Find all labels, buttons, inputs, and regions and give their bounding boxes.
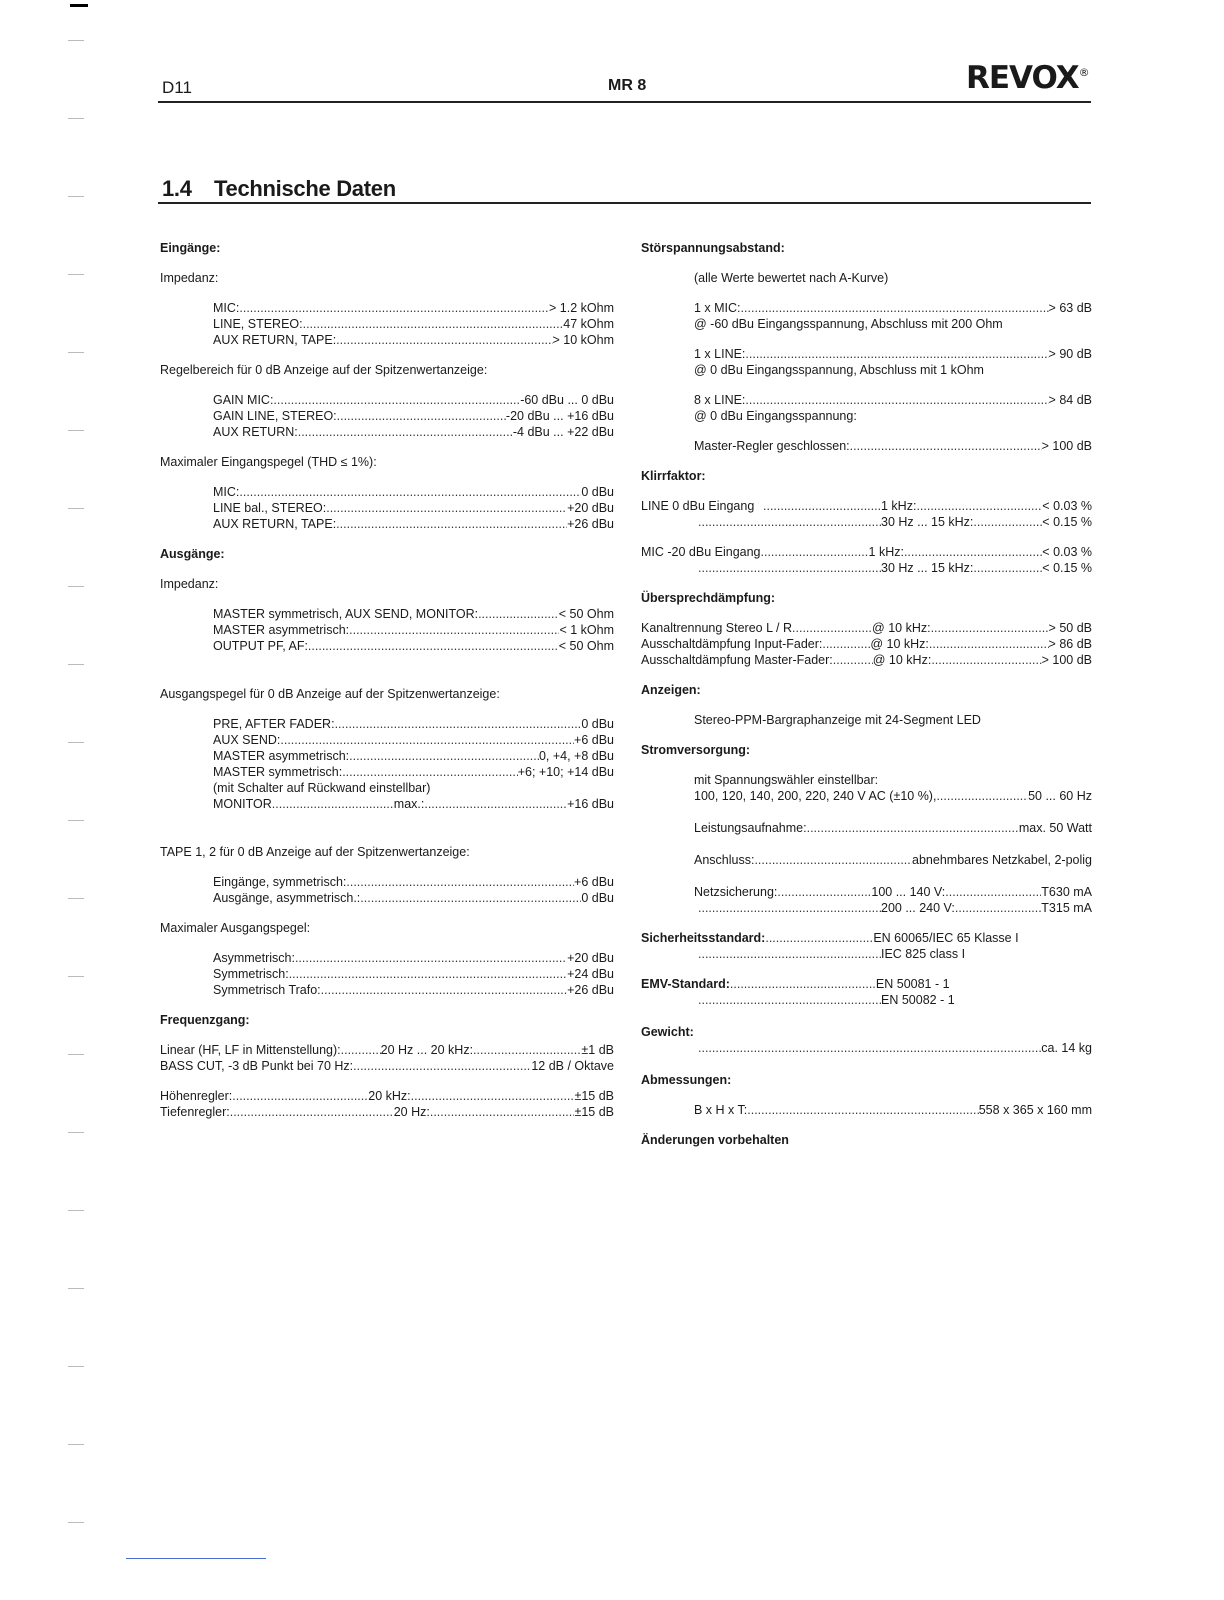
heading-eingaenge: Eingänge:	[160, 241, 221, 255]
spec-row-hoehen: Höhenregler: ..... 20 kHz: ..... ±15 dB	[160, 1088, 614, 1104]
note-aenderungen: Änderungen vorbehalten	[641, 1133, 789, 1147]
spec-row: LINE, STEREO: ..... 47 kOhm	[213, 316, 614, 332]
spec-row-abmessungen: B x H x T: ..... 558 x 365 x 160 mm	[694, 1102, 1092, 1118]
spec-row: Ausschaltdämpfung Input-Fader: ..... @ 10 kHz: ..... > 86 dB	[641, 636, 1092, 652]
spec-row: 1 x MIC: ..... > 63 dB	[694, 300, 1092, 316]
spec-row-klirr-line-band: ..... 30 Hz ... 15 kHz: ..... < 0.15 %	[641, 514, 1092, 530]
section-title	[162, 176, 396, 202]
heading-frequenzgang: Frequenzgang:	[160, 1013, 250, 1027]
label-impedanz-in: Impedanz:	[160, 271, 219, 285]
spec-row-emv-2: ..... EN 50082 - 1	[641, 992, 1092, 1008]
label-tape: TAPE 1, 2 für 0 dB Anzeige auf der Spitzenwertanzeige:	[160, 845, 470, 859]
spec-row: OUTPUT PF, AF: ..... < 50 Ohm	[213, 638, 614, 654]
spec-row: MASTER symmetrisch: ..... +6; +10; +14 dBu	[213, 764, 614, 780]
section-heading: Technische Daten	[214, 176, 396, 201]
revox-logo: REVOX®	[966, 60, 1089, 96]
spec-row: 1 x LINE: ..... > 90 dB	[694, 346, 1092, 362]
corner-mark	[70, 4, 88, 7]
model-name: MR 8	[608, 77, 647, 94]
spec-row-netzsicherung-2: ..... 200 ... 240 V: ..... T315 mA	[694, 900, 1092, 916]
spec-row-monitor: MONITOR ..... max.: ..... +16 dBu	[213, 796, 614, 812]
spec-row-sicherheit-2: ..... IEC 825 class I	[641, 946, 1092, 962]
spec-row: MASTER asymmetrisch: ..... < 1 kOhm	[213, 622, 614, 638]
heading-uebersprech: Übersprechdämpfung:	[641, 591, 776, 605]
spec-row: Asymmetrisch: ..... +20 dBu	[213, 950, 614, 966]
spec-row: Master-Regler geschlossen: ..... > 100 dB	[694, 438, 1092, 454]
spec-row-tiefen: Tiefenregler: ..... 20 Hz: ..... ±15 dB	[160, 1104, 614, 1120]
label-max-eingangspegel: Maximaler Eingangspegel (THD ≤ 1%):	[160, 455, 377, 469]
note-line8: @ 0 dBu Eingangsspannung:	[694, 409, 857, 423]
spec-row: Symmetrisch Trafo: ..... +26 dBu	[213, 982, 614, 998]
spec-row: MIC: ..... 0 dBu	[213, 484, 614, 500]
note-line1: @ 0 dBu Eingangsspannung, Abschluss mit 1 kOhm	[694, 363, 984, 377]
spec-row: Ausschaltdämpfung Master-Fader: ..... @ 10 kHz: ..... > 100 dB	[641, 652, 1092, 668]
spec-row: Ausgänge, asymmetrisch.: ..... 0 dBu	[213, 890, 614, 906]
spec-row: PRE, AFTER FADER: ..... 0 dBu	[213, 716, 614, 732]
spec-row: MIC: ..... > 1.2 kOhm	[213, 300, 614, 316]
text-anzeigen: Stereo-PPM-Bargraphanzeige mit 24-Segment LED	[694, 713, 981, 727]
spec-row: AUX SEND: ..... +6 dBu	[213, 732, 614, 748]
label-max-ausgangspegel: Maximaler Ausgangspegel:	[160, 921, 311, 935]
note-schalter: (mit Schalter auf Rückwand einstellbar)	[213, 781, 431, 795]
left-column	[160, 240, 614, 1120]
label-impedanz-out: Impedanz:	[160, 577, 219, 591]
note-spannungswaehler: mit Spannungswähler einstellbar:	[694, 773, 879, 787]
spec-row: Eingänge, symmetrisch: ..... +6 dBu	[213, 874, 614, 890]
section-number: 1.4	[162, 176, 192, 201]
spec-row: MASTER asymmetrisch: ..... 0, +4, +8 dBu	[213, 748, 614, 764]
header-rule	[158, 101, 1091, 103]
heading-anzeigen: Anzeigen:	[641, 683, 701, 697]
spec-row-anschluss: Anschluss: ..... abnehmbares Netzkabel, 2-polig	[694, 852, 1092, 868]
spec-row: Symmetrisch: ..... +24 dBu	[213, 966, 614, 982]
spec-row: AUX RETURN, TAPE: ..... > 10 kOhm	[213, 332, 614, 348]
spec-row-spannung: 100, 120, 140, 200, 220, 240 V AC (±10 %), ..... 50 ... 60 Hz	[694, 788, 1092, 804]
spec-row: GAIN LINE, STEREO: ..... -20 dBu ... +16 dBu	[213, 408, 614, 424]
label-regelbereich: Regelbereich für 0 dB Anzeige auf der Spitzenwertanzeige:	[160, 363, 488, 377]
heading-ausgaenge: Ausgänge:	[160, 547, 225, 561]
heading-stoerspannung: Störspannungsabstand:	[641, 241, 785, 255]
spec-row-klirr-mic-1k: MIC -20 dBu Eingang ..... 1 kHz: ..... < 0.03 %	[641, 544, 1092, 560]
spec-row: AUX RETURN: ..... -4 dBu ... +22 dBu	[213, 424, 614, 440]
note-a-kurve: (alle Werte bewertet nach A-Kurve)	[694, 271, 889, 285]
spec-row: MASTER symmetrisch, AUX SEND, MONITOR: ..... < 50 Ohm	[213, 606, 614, 622]
bottom-edge-line	[126, 1558, 266, 1559]
right-column	[641, 240, 1092, 1148]
spec-row: AUX RETURN, TAPE: ..... +26 dBu	[213, 516, 614, 532]
spec-row-basscut: BASS CUT, -3 dB Punkt bei 70 Hz: ..... 12 dB / Oktave	[160, 1058, 614, 1074]
heading-stromversorgung: Stromversorgung:	[641, 743, 751, 757]
spec-row-sicherheit-1: Sicherheitsstandard: ..... EN 60065/IEC 65 Klasse I	[641, 930, 1092, 946]
heading-abmessungen: Abmessungen:	[641, 1073, 732, 1087]
spec-row-gewicht: ..... ca. 14 kg	[641, 1040, 1092, 1056]
spec-row-klirr-mic-band: ..... 30 Hz ... 15 kHz: ..... < 0.15 %	[641, 560, 1092, 576]
spec-row-klirr-line-1k: LINE 0 dBu Eingang ..... 1 kHz: ..... < 0.03 %	[641, 498, 1092, 514]
note-mic1: @ -60 dBu Eingangsspannung, Abschluss mit 200 Ohm	[694, 317, 1003, 331]
spec-row: Kanaltrennung Stereo L / R ..... @ 10 kHz: ..... > 50 dB	[641, 620, 1092, 636]
spec-row: LINE bal., STEREO: ..... +20 dBu	[213, 500, 614, 516]
section-rule	[158, 202, 1091, 204]
doc-code: D11	[162, 78, 192, 97]
heading-klirrfaktor: Klirrfaktor:	[641, 469, 706, 483]
label-ausgangspegel: Ausgangspegel für 0 dB Anzeige auf der Spitzenwertanzeige:	[160, 687, 500, 701]
heading-gewicht: Gewicht:	[641, 1025, 694, 1039]
spec-row: GAIN MIC: ..... -60 dBu ... 0 dBu	[213, 392, 614, 408]
spec-row-emv-1: EMV-Standard: ..... EN 50081 - 1	[641, 976, 1092, 992]
spec-row-linear: Linear (HF, LF in Mittenstellung): ..... 20 Hz ... 20 kHz: ..... ±1 dB	[160, 1042, 614, 1058]
spec-row: 8 x LINE: ..... > 84 dB	[694, 392, 1092, 408]
margin-marks	[68, 40, 88, 1600]
spec-row-leistung: Leistungsaufnahme: ..... max. 50 Watt	[694, 820, 1092, 836]
spec-row-netzsicherung-1: Netzsicherung: ..... 100 ... 140 V: ..... T630 mA	[694, 884, 1092, 900]
